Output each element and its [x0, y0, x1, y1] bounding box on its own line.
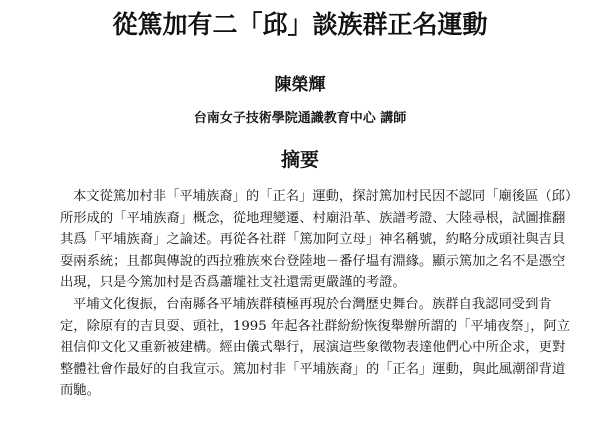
document-title: 從篤加有二「邱」談族群正名運動 [112, 10, 488, 39]
paragraph-line: 出現，只是今篤加村是否爲蕭壠社支社還需更嚴謹的考證。 [60, 275, 406, 291]
author-name: 陳榮輝 [274, 75, 326, 95]
paragraph-line: 而馳。 [60, 383, 100, 399]
paragraph-line: 本文從篤加村非「平埔族裔」的「正名」運動，探討篤加村民因不認同「廟後區（邱） [73, 189, 579, 204]
abstract-heading: 摘要 [280, 149, 319, 171]
paragraph-line: 所形成的「平埔族裔」概念，從地理變遷、村廟沿革、族譜考證、大陸尋根，試圖推翻 [60, 210, 566, 226]
abstract-body [60, 186, 600, 402]
abstract-paragraph-2 [60, 294, 600, 402]
author-affiliation: 台南女子技術學院通識教育中心 講師 [193, 111, 407, 126]
paragraph-line: 祖信仰文化又重新被建構。經由儀式舉行，展演這些象徵物表達他們心中所企求，更對 [60, 340, 566, 356]
abstract-paragraph-1 [60, 186, 600, 294]
paragraph-line: 定，除原有的吉貝耍、頭社，1995 年起各社群紛紛恢復舉辦所謂的「平埔夜祭」，阿立 [60, 318, 571, 334]
paragraph-line: 其爲「平埔族裔」之論述。再從各社群「篤加阿立母」神名稱號，約略分成頭社與吉貝 [60, 232, 566, 248]
paragraph-line: 整體社會作最好的自我宣示。篤加村非「平埔族裔」的「正名」運動，與此風潮卻背道 [60, 361, 566, 377]
paragraph-line: 耍兩系統；且都與傳說的西拉雅族來台登陸地－番仔塭有淵緣。顯示篤加之名不是憑空 [60, 253, 566, 269]
paragraph-line: 平埔文化復振，台南縣各平埔族群積極再現於台灣歷史舞台。族群自我認同受到肯 [73, 296, 552, 312]
